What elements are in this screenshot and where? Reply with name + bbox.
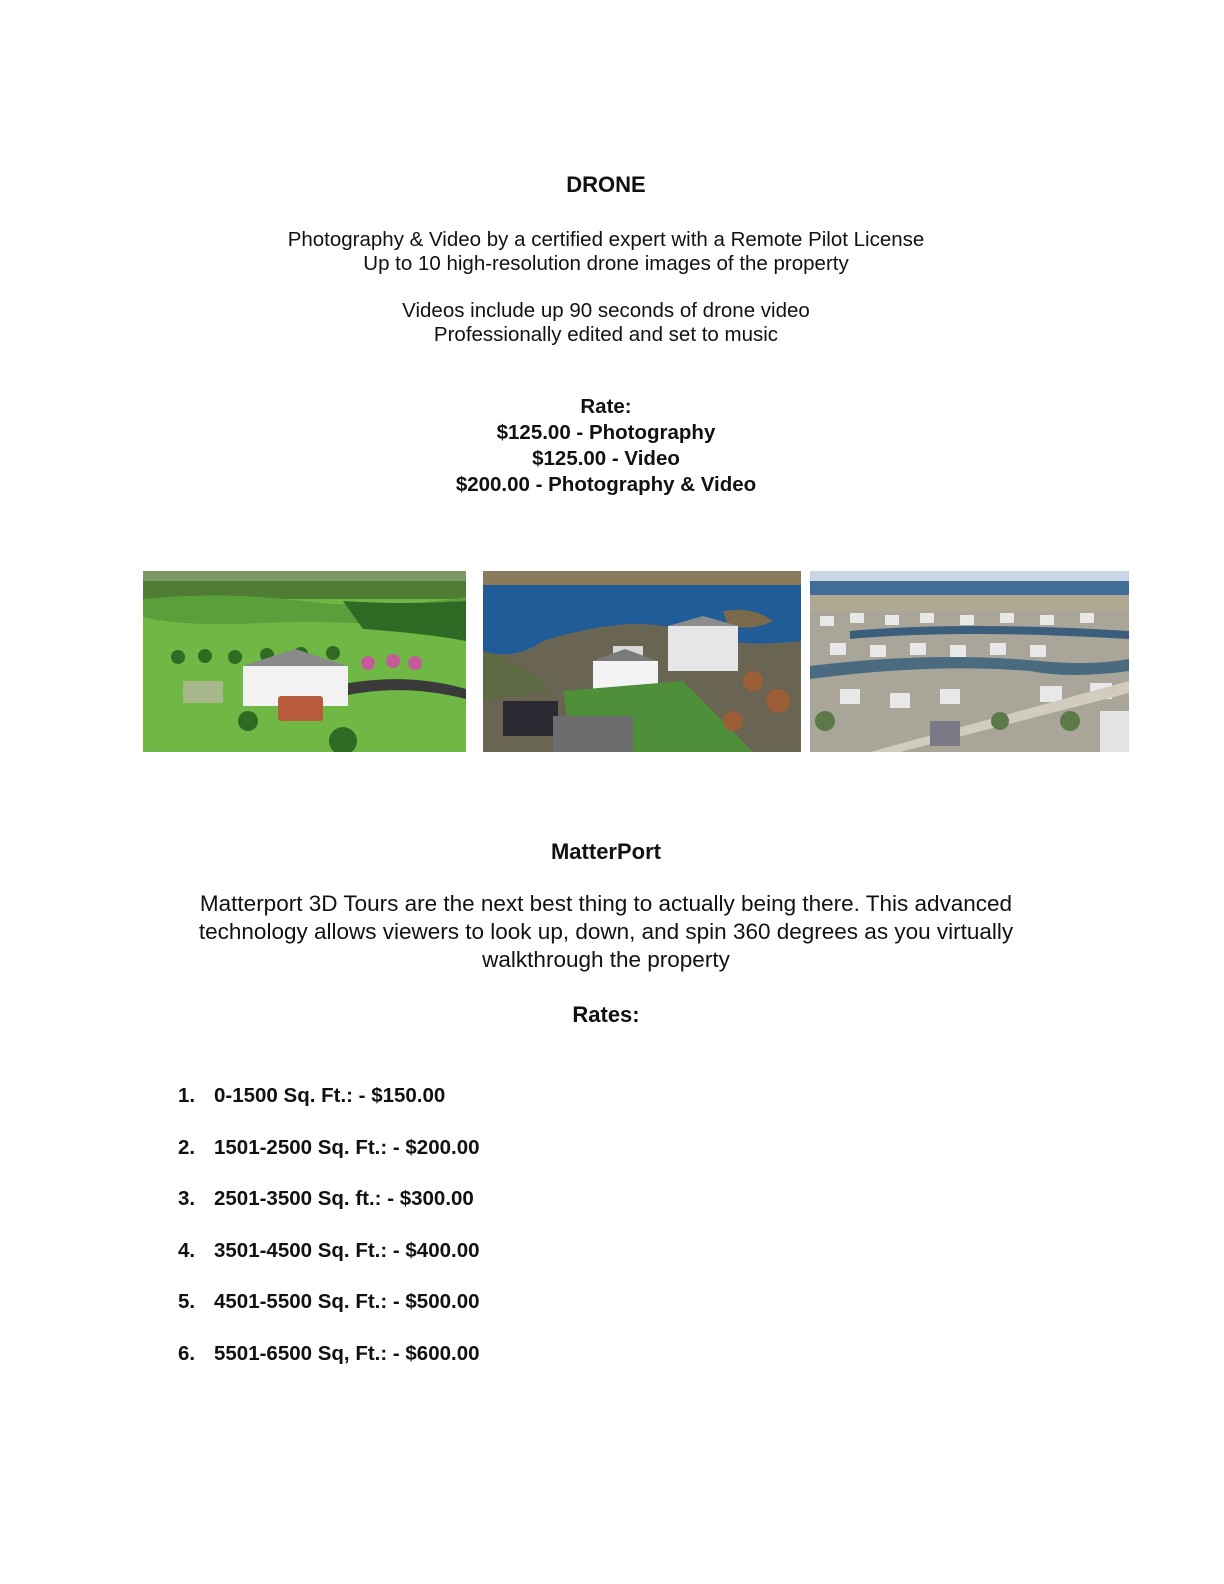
list-item-text: 1501-2500 Sq. Ft.: - $200.00	[214, 1135, 480, 1159]
list-item-text: 0-1500 Sq. Ft.: - $150.00	[214, 1084, 446, 1107]
list-item	[178, 1082, 480, 1134]
drone-rate-combo: $200.00 - Photography & Video	[455, 473, 757, 496]
list-item-number: 2.	[178, 1135, 196, 1159]
list-item-number: 6.	[178, 1341, 196, 1365]
list-item-text: 4501-5500 Sq. Ft.: - $500.00	[214, 1290, 480, 1313]
list-item-text: 2501-3500 Sq. ft.: - $300.00	[214, 1187, 474, 1210]
list-item-text: 5501-6500 Sq, Ft.: - $600.00	[214, 1341, 480, 1365]
list-item-number: 1.	[178, 1084, 196, 1107]
drone-intro-line: Photography & Video by a certified expert with a Remote Pilot License	[287, 228, 925, 251]
drone-rate-heading: Rate:	[580, 395, 632, 418]
drone-video-line: Professionally edited and set to music	[433, 323, 779, 346]
list-item	[178, 1340, 480, 1392]
list-item-number: 3.	[178, 1187, 196, 1210]
list-item-number: 4.	[178, 1238, 196, 1262]
list-item	[178, 1288, 480, 1340]
drone-video-line: Videos include up 90 seconds of drone video	[402, 299, 810, 322]
aerial-photo-waterfront	[483, 571, 801, 752]
drone-rate-video: $125.00 - Video	[532, 447, 680, 470]
aerial-photo-estate	[143, 571, 466, 752]
list-item	[178, 1134, 480, 1186]
matterport-rates-heading: Rates:	[572, 1002, 640, 1027]
list-item	[178, 1237, 480, 1289]
list-item	[178, 1185, 480, 1237]
list-item-text: 3501-4500 Sq. Ft.: - $400.00	[214, 1238, 480, 1262]
matterport-title: MatterPort	[550, 839, 661, 864]
matterport-description-line: Matterport 3D Tours are the next best thing to actually being there. This advanced	[199, 891, 1013, 916]
matterport-description-line: technology allows viewers to look up, down, and spin 360 degrees as you virtually	[198, 919, 1014, 944]
drone-rate-photography: $125.00 - Photography	[496, 421, 716, 444]
list-item-number: 5.	[178, 1290, 196, 1313]
matterport-description-line: walkthrough the property	[482, 947, 730, 972]
aerial-photo-canal-neighborhood	[810, 571, 1129, 752]
drone-intro-line: Up to 10 high-resolution drone images of the property	[363, 252, 849, 275]
drone-title: DRONE	[566, 172, 646, 197]
matterport-rates-list	[178, 1082, 480, 1391]
